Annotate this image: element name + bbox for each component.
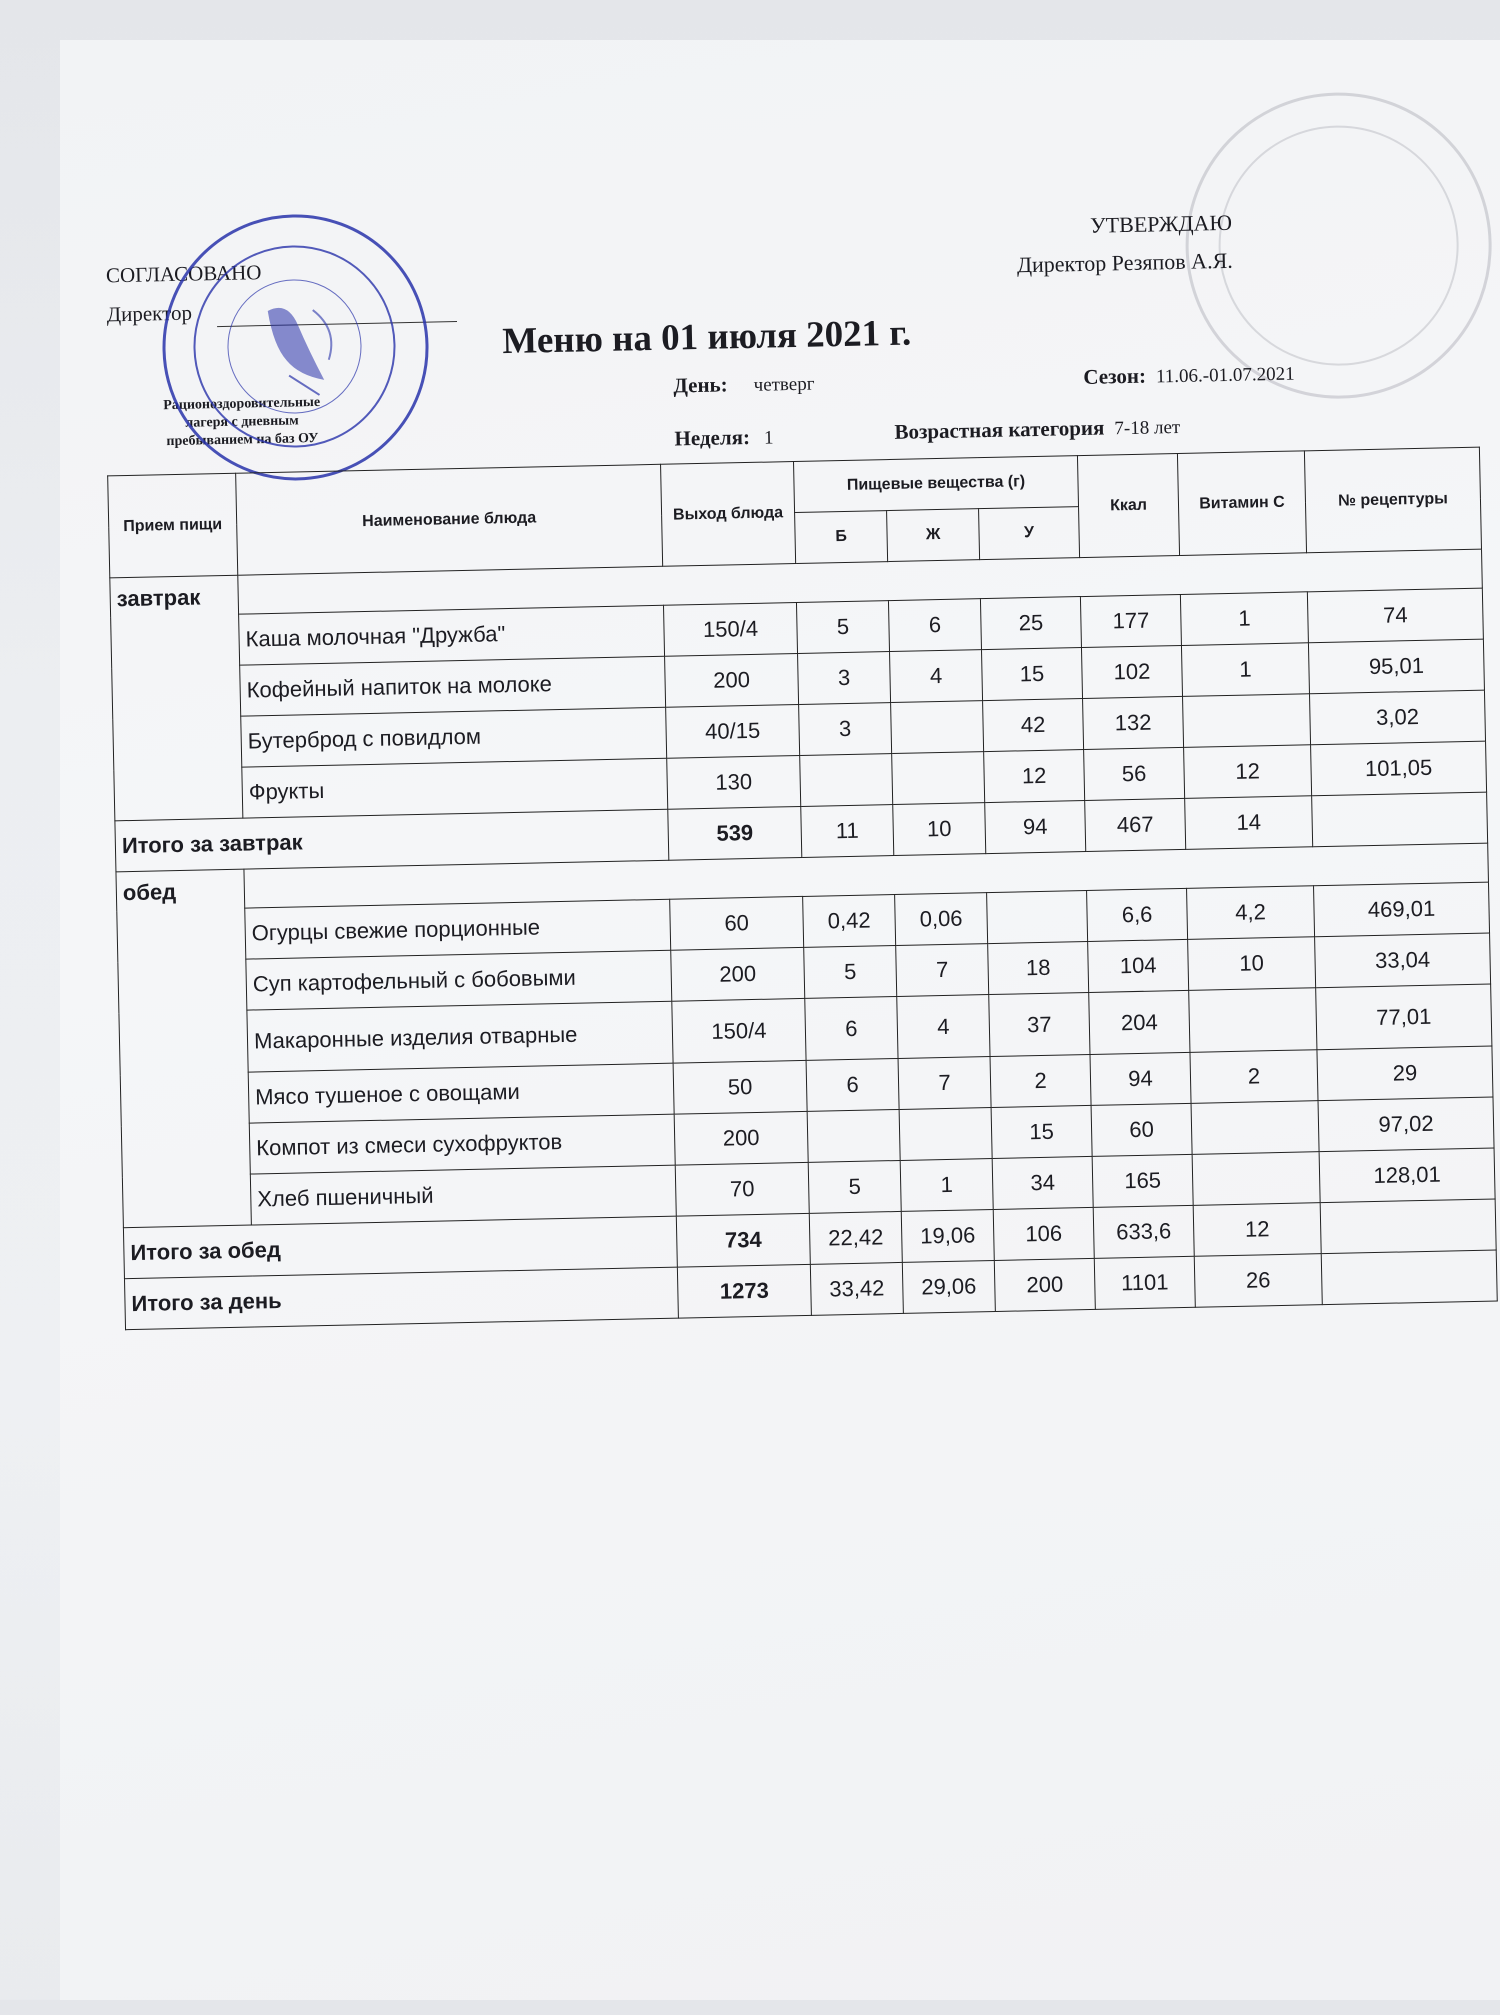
- org-line-3: пребыванием на баз ОУ: [166, 430, 319, 450]
- col-header-recipe: № рецептуры: [1304, 447, 1481, 553]
- total-vitamin: 26: [1194, 1254, 1322, 1308]
- dish-name: Кофейный напиток на молоке: [240, 656, 666, 716]
- dish-portion: 150/4: [672, 998, 806, 1063]
- dish-protein: 6: [806, 1058, 899, 1111]
- dish-portion: 50: [673, 1060, 807, 1114]
- season-field: [1083, 361, 1295, 390]
- col-header-protein: Б: [795, 511, 888, 564]
- dish-kcal: 60: [1091, 1103, 1192, 1156]
- dish-name: Фрукты: [242, 758, 668, 818]
- total-protein: 22,42: [809, 1211, 902, 1264]
- menu-table: [107, 447, 1498, 1331]
- col-header-nutrients: Пищевые вещества (г): [794, 456, 1079, 513]
- dish-name: Макаронные изделия отварные: [247, 1001, 673, 1072]
- dish-portion: 40/15: [666, 704, 800, 758]
- dish-kcal: 56: [1084, 747, 1185, 800]
- dish-name: Мясо тушеное с овощами: [248, 1063, 674, 1123]
- dish-vitamin: 1: [1181, 643, 1309, 697]
- dish-vitamin: [1192, 1152, 1320, 1206]
- dish-protein: [807, 1109, 900, 1162]
- dish-recipe: 77,01: [1316, 984, 1492, 1050]
- age-value: 7-18 лет: [1114, 416, 1181, 440]
- dish-vitamin: [1183, 694, 1311, 748]
- dish-vitamin: 10: [1188, 937, 1316, 991]
- dish-kcal: 132: [1083, 696, 1184, 749]
- dish-recipe: 3,02: [1310, 690, 1486, 745]
- dish-name: Хлеб пшеничный: [250, 1165, 676, 1225]
- dish-protein: 5: [808, 1160, 901, 1213]
- dish-protein: 0,42: [803, 895, 896, 948]
- left-approval-title: СОГЛАСОВАНО: [105, 260, 262, 288]
- total-label: Итого за день: [124, 1267, 678, 1330]
- col-header-kcal: Ккал: [1077, 453, 1179, 557]
- total-kcal: 633,6: [1093, 1205, 1194, 1258]
- total-protein: 33,42: [810, 1262, 903, 1315]
- dish-vitamin: [1189, 988, 1317, 1053]
- total-fat: 29,06: [902, 1261, 995, 1314]
- dish-portion: 200: [674, 1111, 808, 1165]
- total-carbs: 106: [993, 1207, 1094, 1260]
- week-value: 1: [763, 427, 774, 449]
- dish-protein: 3: [799, 703, 892, 756]
- right-approval-position: Директор Резяпов А.Я.: [1016, 247, 1233, 278]
- dish-recipe: 74: [1307, 588, 1483, 643]
- age-field: [894, 414, 1180, 445]
- dish-recipe: 97,02: [1318, 1097, 1494, 1152]
- dish-protein: 5: [796, 601, 889, 654]
- dish-name: Бутерброд с повидлом: [241, 707, 667, 767]
- total-carbs: 200: [994, 1258, 1095, 1311]
- dish-kcal: 6,6: [1087, 888, 1188, 941]
- meal-lunch-label: обед: [116, 869, 251, 1228]
- season-label: Сезон:: [1083, 363, 1147, 389]
- total-label: Итого за обед: [123, 1216, 677, 1279]
- dish-carbs: 25: [980, 597, 1081, 650]
- total-carbs: 94: [985, 801, 1086, 854]
- total-portion: 539: [668, 806, 802, 860]
- dish-recipe: 469,01: [1314, 882, 1490, 937]
- total-portion: 734: [676, 1213, 810, 1267]
- day-label: День:: [673, 372, 728, 398]
- dish-fat: 7: [898, 1057, 991, 1110]
- dish-fat: [899, 1108, 992, 1161]
- dish-portion: 200: [671, 947, 805, 1001]
- left-approval-position: Директор: [106, 300, 193, 327]
- col-header-vitamin: Витамин С: [1177, 451, 1306, 556]
- bird-emblem-icon: [227, 279, 362, 414]
- dish-fat: [892, 752, 985, 805]
- dish-vitamin: 1: [1180, 592, 1308, 646]
- dish-name: Каша молочная "Дружба": [239, 605, 665, 665]
- right-approval-title: УТВЕРЖДАЮ: [1089, 209, 1233, 238]
- dish-recipe: 29: [1317, 1046, 1493, 1101]
- dish-protein: [800, 754, 893, 807]
- dish-vitamin: 2: [1190, 1050, 1318, 1104]
- dish-portion: 200: [665, 653, 799, 707]
- dish-portion: 150/4: [663, 603, 797, 657]
- right-approval-block: [1016, 209, 1233, 278]
- dish-recipe: 101,05: [1311, 741, 1487, 796]
- dish-carbs: 15: [981, 648, 1082, 701]
- total-protein: 11: [801, 805, 894, 858]
- day-value: четверг: [753, 373, 815, 396]
- dish-carbs: 15: [991, 1105, 1092, 1158]
- total-vitamin: 12: [1193, 1203, 1321, 1257]
- dish-fat: 7: [896, 944, 989, 997]
- dish-carbs: 12: [984, 750, 1085, 803]
- dish-kcal: 104: [1088, 939, 1189, 992]
- dish-fat: 1: [900, 1159, 993, 1212]
- dish-fat: 4: [897, 995, 990, 1059]
- dish-kcal: 102: [1081, 645, 1182, 698]
- dish-fat: 0,06: [895, 893, 988, 946]
- total-fat: 19,06: [901, 1210, 994, 1263]
- dish-kcal: 94: [1090, 1052, 1191, 1105]
- total-kcal: 467: [1085, 798, 1186, 851]
- dish-recipe: 33,04: [1315, 933, 1491, 988]
- col-header-dish: Наименование блюда: [236, 464, 663, 575]
- dish-name: Суп картофельный с бобовыми: [246, 950, 672, 1010]
- week-field: [674, 424, 773, 451]
- dish-recipe: 95,01: [1308, 639, 1484, 694]
- dish-fat: [891, 701, 984, 754]
- total-fat: 10: [893, 803, 986, 856]
- col-header-carbs: У: [979, 507, 1080, 560]
- dish-portion: 70: [675, 1162, 809, 1216]
- dish-portion: 130: [667, 755, 801, 809]
- dish-kcal: 177: [1080, 594, 1181, 647]
- dish-fat: 6: [888, 599, 981, 652]
- dish-carbs: 34: [992, 1156, 1093, 1209]
- dish-name: Огурцы свежие порционные: [245, 899, 671, 959]
- dish-fat: 4: [890, 650, 983, 703]
- page-title: Меню на 01 июля 2021 г.: [502, 312, 912, 363]
- org-line-2: лагеря с дневным: [185, 413, 299, 431]
- dish-vitamin: 12: [1184, 745, 1312, 799]
- dish-name: Компот из смеси сухофруктов: [249, 1114, 675, 1174]
- col-header-fat: Ж: [887, 509, 980, 562]
- dish-carbs: 37: [989, 992, 1090, 1056]
- total-kcal: 1101: [1094, 1256, 1195, 1309]
- dish-vitamin: 4,2: [1187, 886, 1315, 940]
- dish-recipe: 128,01: [1319, 1148, 1495, 1203]
- meal-breakfast-label: завтрак: [110, 575, 243, 821]
- dish-carbs: 2: [990, 1054, 1091, 1107]
- total-portion: 1273: [677, 1264, 811, 1318]
- dish-protein: 5: [804, 946, 897, 999]
- dish-vitamin: [1191, 1101, 1319, 1155]
- dish-protein: 3: [798, 652, 891, 705]
- dish-carbs: 42: [983, 699, 1084, 752]
- dish-kcal: 165: [1092, 1154, 1193, 1207]
- day-field: [673, 371, 815, 399]
- dish-protein: 6: [805, 996, 898, 1060]
- col-header-portion: Выход блюда: [661, 462, 796, 567]
- org-line-1: Рационоздоровительные: [163, 394, 321, 414]
- dish-portion: 60: [670, 896, 804, 950]
- age-label: Возрастная категория: [894, 415, 1105, 444]
- col-header-meal: Прием пищи: [108, 473, 238, 578]
- dish-carbs: [987, 890, 1088, 943]
- week-label: Неделя:: [674, 424, 751, 451]
- total-vitamin: 14: [1185, 796, 1313, 850]
- dish-kcal: 204: [1089, 990, 1190, 1054]
- total-label: Итого за завтрак: [115, 809, 669, 872]
- dish-carbs: 18: [988, 941, 1089, 994]
- season-value: 11.06.-01.07.2021: [1155, 363, 1295, 388]
